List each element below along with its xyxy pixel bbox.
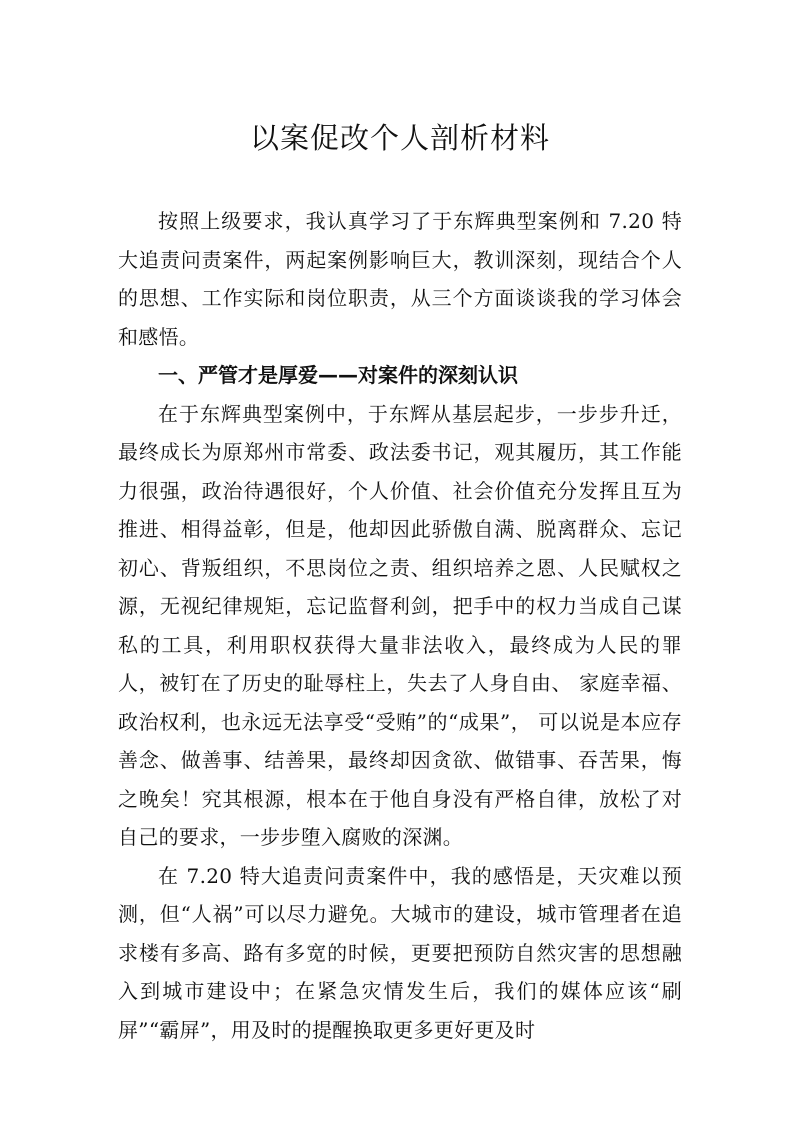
body-paragraph: 在于东辉典型案例中，于东辉从基层起步，一步步升迁，最终成长为原郑州市常委、政法委书记，观其履历，其工作能力很强，政治待遇很好，个人价值、社会价值充分发挥且互为推进、相得益彰，但是，他却因此骄傲自满、脱离群众、忘记初心、背叛组织，不思岗位之责、组织培养之恩、人民赋权之源，无视纪律规矩，忘记监督利剑，把手中的权力当成自己谋私的工具，利用职权获得大量非法收入，最终成为人民的罪人，被钉在了历史的耻辱柱上，失去了人身自由、 家庭幸福、政治权利，也永远无法享受“受贿”的“成果”， 可以说是本应存善念、做善事、结善果，最终却因贪欲、做错事、吞苦果，悔之晚矣！究其根源，根本在于他自身没有严格自律，放松了对自己的要求，一步步堕入腐败的深渊。 xyxy=(118,401,682,849)
document-title: 以案促改个人剖析材料 xyxy=(249,121,550,155)
section-heading: 一、严管才是厚爱——对案件的深刻认识 xyxy=(158,363,518,387)
intro-paragraph: 按照上级要求，我认真学习了于东辉典型案例和 7.20 特大追责问责案件，两起案例影响巨大，教训深刻，现结合个人的思想、工作实际和岗位职责，从三个方面谈谈我的学习体会和感悟。 xyxy=(118,209,682,349)
body-paragraph: 在 7.20 特大追责问责案件中，我的感悟是，天灾难以预测，但“人祸”可以尽力避免。大城市的建设，城市管理者在追求楼有多高、路有多宽的时候，更要把预防自然灾害的思想融入到城市建设中；在紧急灾情发生后，我们的媒体应该“刷屏”“霸屏”，用及时的提醒换取更多更好更及时 xyxy=(118,863,682,1042)
